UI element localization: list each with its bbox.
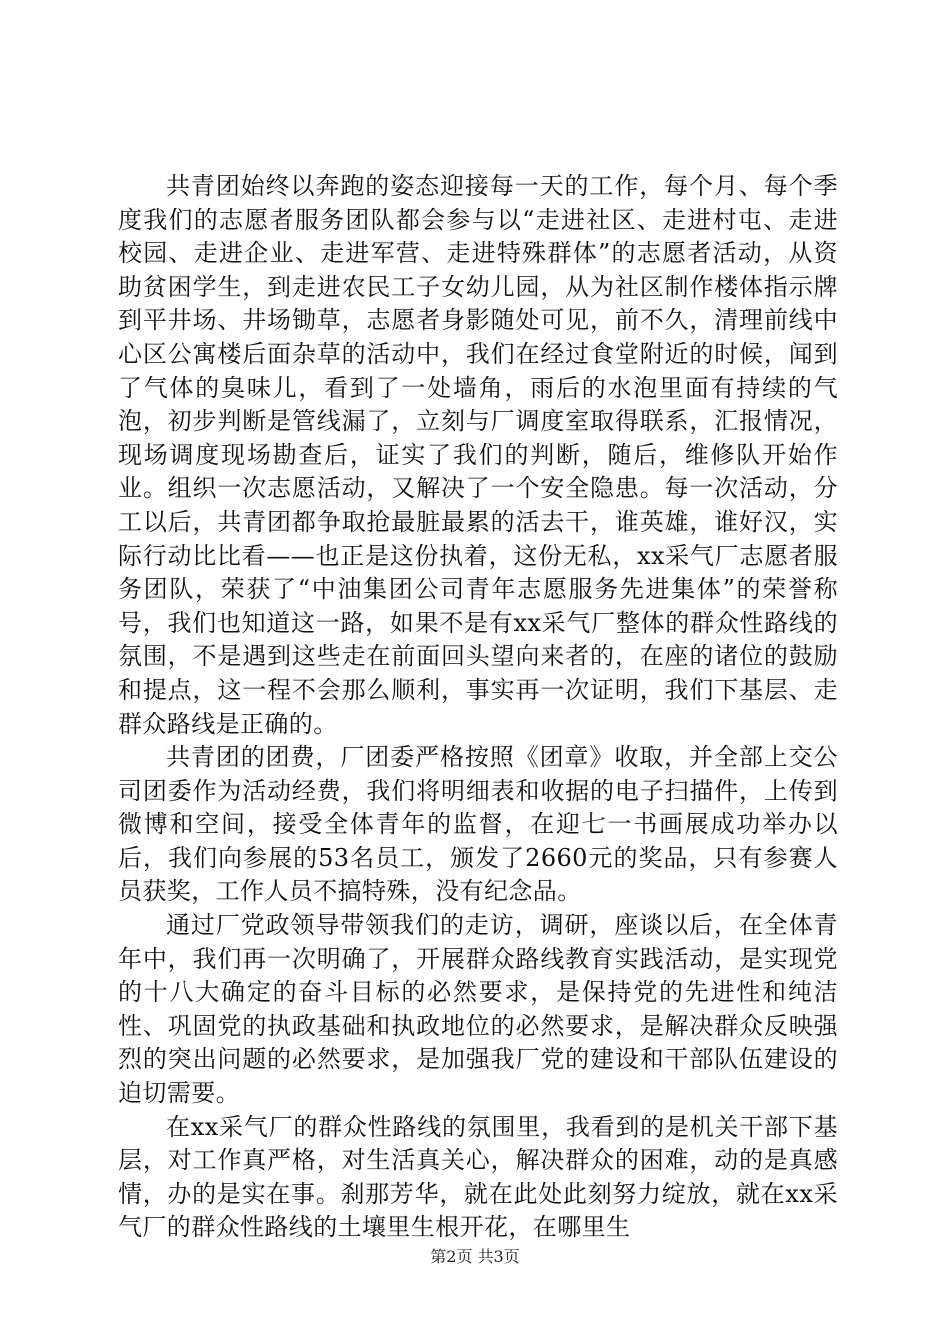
paragraph-mass-line-atmosphere: 在xx采气厂的群众性路线的氛围里，我看到的是机关干部下基层，对工作真严格，对生活真关心，解决群众的困难，动的是真感情，办的是实在事。刹那芳华，就在此处此刻努力绽放，就在xx采气厂的群众性路线的土壤里生根开花，在哪里生 (118, 1112, 838, 1242)
paragraph-volunteer-service: 共青团始终以奔跑的姿态迎接每一天的工作，每个月、每个季度我们的志愿者服务团队都会参与以“走进社区、走进村屯、走进校园、走进企业、走进军营、走进特殊群体”的志愿者活动，从资助贫困学生，到走进农民工子女幼儿园，从为社区制作楼体指示牌到平井场、井场锄草，志愿者身影随处可见，前不久，清理前线中心区公寓楼后面杂草的活动中，我们在经过食堂附近的时候，闻到了气体的臭味儿，看到了一处墙角，雨后的水泡里面有持续的气泡，初步判断是管线漏了，立刻与厂调度室取得联系，汇报情况，现场调度现场勘查后，证实了我们的判断，随后，维修队开始作业。组织一次志愿活动，又解决了一个安全隐患。每一次活动，分工以后，共青团都争取抢最脏最累的活去干，谁英雄，谁好汉，实际行动比比看——也正是这份执着，这份无私，xx采气厂志愿者服务团队，荣获了“中油集团公司青年志愿服务先进集体”的荣誉称号，我们也知道这一路，如果不是有xx采气厂整体的群众性路线的氛围，不是遇到这些走在前面回头望向来者的，在座的诸位的鼓励和提点，这一程不会那么顺利，事实再一次证明，我们下基层、走群众路线是正确的。 (118, 172, 838, 738)
paragraph-league-dues: 共青团的团费，厂团委严格按照《团章》收取，并全部上交公司团委作为活动经费，我们将明细表和收据的电子扫描件，上传到微博和空间，接受全体青年的监督，在迎七一书画展成功举办以后，我们向参展的53名员工，颁发了2660元的奖品，只有参赛人员获奖，工作人员不搞特殊，没有纪念品。 (118, 743, 838, 906)
paragraph-mass-line-education: 通过厂党政领导带领我们的走访，调研，座谈以后，在全体青年中，我们再一次明确了，开展群众路线教育实践活动，是实现党的十八大确定的奋斗目标的必然要求，是保持党的先进性和纯洁性、巩固党的执政基础和执政地位的必然要求，是解决群众反映强烈的突出问题的必然要求，是加强我厂党的建设和干部队伍建设的迫切需要。 (118, 911, 838, 1108)
document-body (118, 170, 838, 1245)
page-footer: 第2页 共3页 (430, 1247, 520, 1266)
